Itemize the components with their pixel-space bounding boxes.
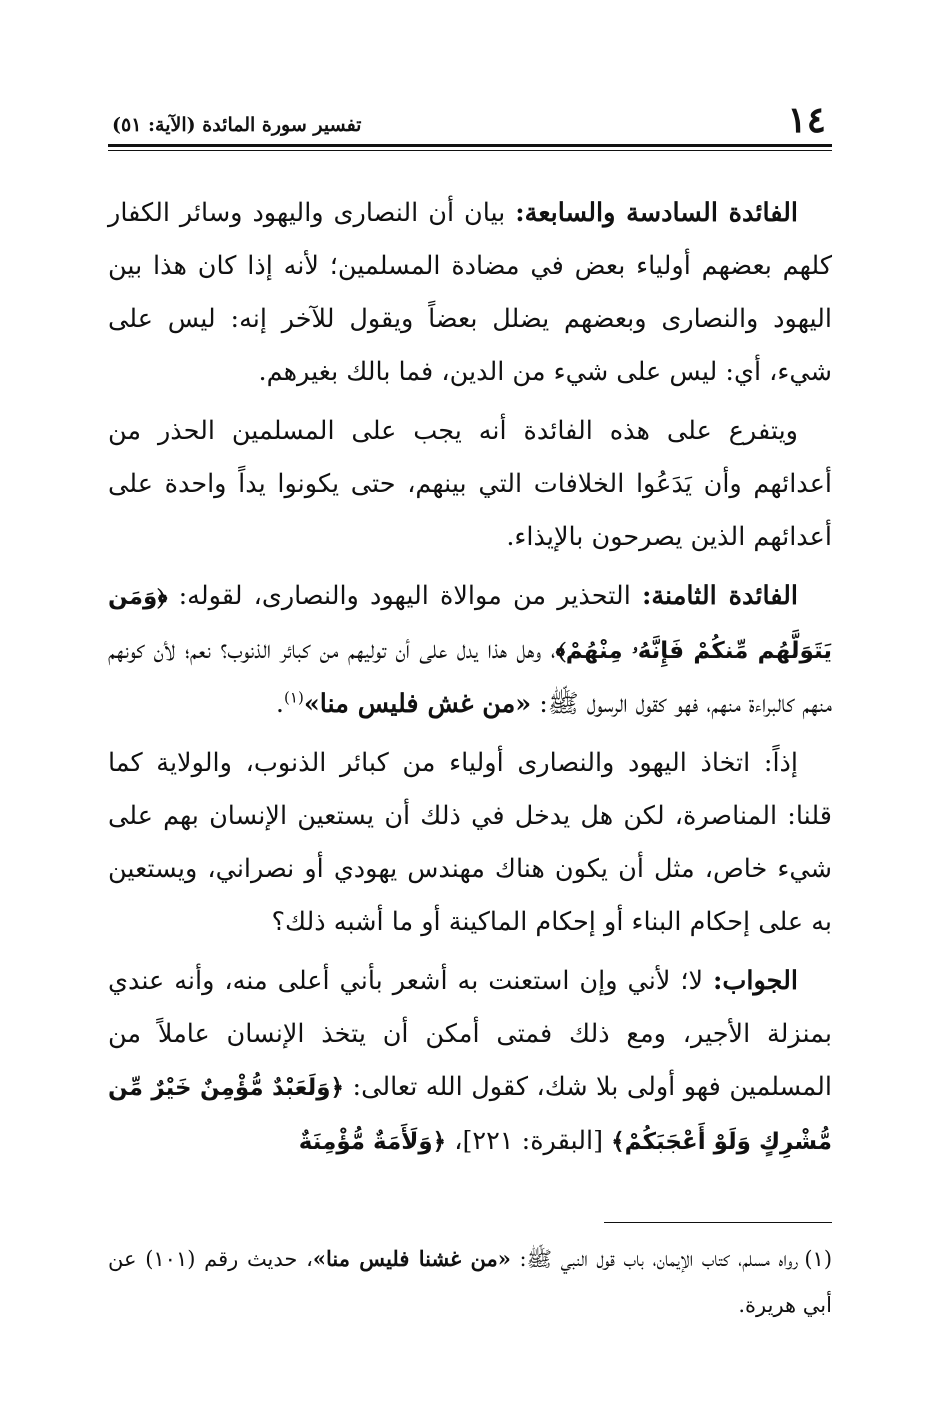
page-header — [108, 96, 832, 140]
paragraph-lead: الفائدة الثامنة: — [641, 581, 799, 611]
paragraph-text: بيان أن النصارى واليهود وسائر الكفار كلهم بعضهم أولياء بعض في مضادة المسلمين؛ لأنه إذا كان هذا بين اليهود والنصارى وبعضهم يضلل بعضاً ويقول للآخر إنه: ليس على شيء، أي: ليس على شيء من الدين، فما بالك بغيرهم. — [108, 198, 832, 387]
footnote-marker: (١) — [804, 1247, 833, 1271]
paragraph-text: ويتفرع على هذه الفائدة أنه يجب على المسلمين الحذر من أعدائهم وأن يَدَعُوا الخلافات التي بينهم، حتى يكونوا يداً واحدة على أعدائهم الذين يصرحون بالإيذاء. — [108, 416, 832, 552]
quran-verse: ﴿وَمَن يَتَوَلَّهُم مِّنكُمْ فَإِنَّهُۥ مِنْهُمْ﴾ — [108, 584, 832, 664]
paragraph-text: التحذير من موالاة اليهود والنصارى، لقوله: — [167, 581, 642, 611]
footnote-hadith: «من غشنا فليس منا» — [312, 1246, 511, 1271]
paragraph-text: لا؛ لأني وإن استعنت به أشعر بأني أعلى منه، وأنه عندي بمنزلة الأجير، ومع ذلك فمتى أمكن أن يتخذ الإنسان عاملاً من المسلمين فهو أولى بلا شك، كقول الله تعالى: — [108, 966, 832, 1102]
page-number: ١٤ — [787, 99, 826, 141]
paragraph-text: إذاً: اتخاذ اليهود والنصارى أولياء من كبائر الذنوب، والولاية كما قلنا: المناصرة، لكن هل يدخل في ذلك أن يستعين الإنسان بهم على شيء خاص، مثل أن يكون هناك مهندس يهودي أو نصراني، ويستعين به على إحكام البناء أو إحكام الماكينة أو ما أشبه ذلك؟ — [108, 748, 832, 937]
paragraph-text: ، وهل هذا يدل على أن توليهم من كبائر الذنوب؟ نعم؛ لأن كونهم منهم كالبراءة منهم، فهو كقول الرسول ﷺ: — [108, 635, 832, 719]
quran-verse: ﴿وَلَعَبْدٌ مُّؤْمِنٌ خَيْرٌ مِّن مُّشْرِكٍ وَلَوْ أَعْجَبَكُمْ﴾ — [108, 1075, 832, 1155]
footnote — [108, 1236, 832, 1328]
footnote-text: رواه مسلم، كتاب الإيمان، باب قول النبي ﷺ: — [510, 1247, 799, 1271]
paragraph-benefit-6-7 — [108, 187, 832, 399]
footnote-text: ، حديث رقم (١٠١) عن أبي هريرة. — [108, 1247, 832, 1317]
running-title: تفسير سورة المائدة (الآية: ٥١) — [112, 114, 362, 136]
paragraph-lead: الجواب: — [713, 966, 798, 996]
hadith-quote: «من غش فليس منا» — [303, 689, 532, 719]
main-text — [108, 187, 832, 1169]
paragraph-benefit-8 — [108, 570, 832, 731]
quran-verse-continued: ﴿وَلَأَمَةٌ مُّؤْمِنَةٌ — [298, 1129, 447, 1155]
paragraph-lead: الفائدة السادسة والسابعة: — [515, 198, 798, 228]
footnote-separator — [604, 1222, 832, 1223]
paragraph-therefore — [108, 737, 832, 949]
header-rule-thin — [108, 150, 832, 151]
verse-reference: [البقرة: ٢٢١]، — [446, 1126, 612, 1156]
paragraph-answer — [108, 955, 832, 1169]
book-page — [108, 96, 832, 1346]
footnote-reference: (١) — [284, 688, 304, 707]
paragraph-closing: . — [275, 689, 285, 719]
header-rule-thick — [108, 144, 832, 147]
paragraph-consequence — [108, 405, 832, 564]
